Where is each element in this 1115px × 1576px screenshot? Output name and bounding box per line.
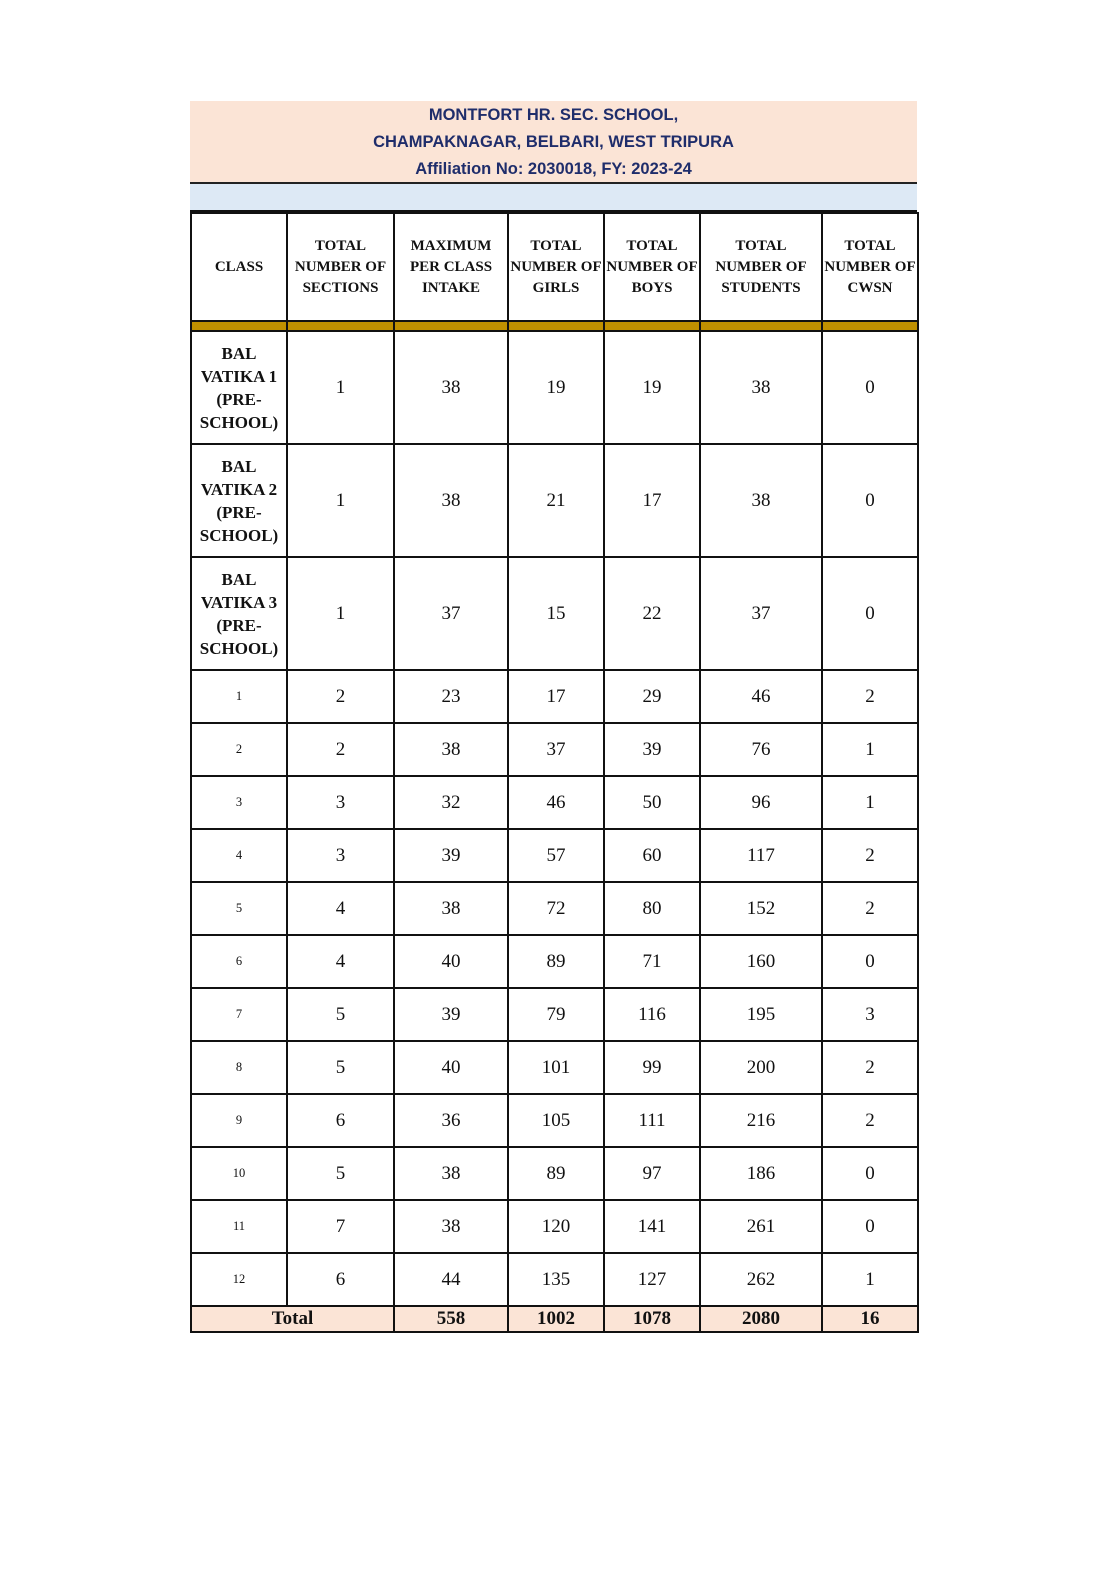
total-cwsn: 16	[822, 1306, 918, 1332]
max-intake-cell: 39	[394, 988, 508, 1041]
cwsn-cell: 2	[822, 829, 918, 882]
sections-cell: 1	[287, 444, 394, 557]
enrollment-sheet	[190, 101, 917, 1333]
divider-cell	[508, 321, 604, 331]
girls-cell: 79	[508, 988, 604, 1041]
sections-cell: 5	[287, 1041, 394, 1094]
max-intake-cell: 38	[394, 1200, 508, 1253]
max-intake-cell: 40	[394, 1041, 508, 1094]
students-cell: 261	[700, 1200, 822, 1253]
girls-cell: 37	[508, 723, 604, 776]
students-cell: 38	[700, 444, 822, 557]
header-row	[191, 213, 918, 321]
table-row	[191, 1094, 918, 1147]
table-row	[191, 331, 918, 444]
class-cell: 8	[191, 1041, 287, 1094]
sections-cell: 5	[287, 988, 394, 1041]
girls-cell: 17	[508, 670, 604, 723]
header-girls: TOTAL NUMBER OF GIRLS	[508, 213, 604, 321]
enrollment-table	[190, 212, 919, 1333]
students-cell: 38	[700, 331, 822, 444]
affiliation-info: Affiliation No: 2030018, FY: 2023-24	[415, 160, 692, 178]
class-cell: 5	[191, 882, 287, 935]
class-cell: BAL VATIKA 2 (PRE-SCHOOL)	[191, 444, 287, 557]
total-boys: 1078	[604, 1306, 700, 1332]
class-cell: 3	[191, 776, 287, 829]
students-cell: 96	[700, 776, 822, 829]
table-row	[191, 776, 918, 829]
boys-cell: 71	[604, 935, 700, 988]
girls-cell: 135	[508, 1253, 604, 1306]
girls-cell: 101	[508, 1041, 604, 1094]
total-max-intake: 558	[394, 1306, 508, 1332]
cwsn-cell: 0	[822, 557, 918, 670]
sections-cell: 4	[287, 882, 394, 935]
boys-cell: 97	[604, 1147, 700, 1200]
max-intake-cell: 38	[394, 1147, 508, 1200]
girls-cell: 19	[508, 331, 604, 444]
divider-cell	[822, 321, 918, 331]
students-cell: 37	[700, 557, 822, 670]
girls-cell: 15	[508, 557, 604, 670]
girls-cell: 72	[508, 882, 604, 935]
cwsn-cell: 2	[822, 1094, 918, 1147]
boys-cell: 39	[604, 723, 700, 776]
students-cell: 200	[700, 1041, 822, 1094]
total-girls: 1002	[508, 1306, 604, 1332]
header-class: CLASS	[191, 213, 287, 321]
separator-band	[190, 184, 917, 212]
students-cell: 76	[700, 723, 822, 776]
table-row	[191, 935, 918, 988]
table-row	[191, 882, 918, 935]
boys-cell: 141	[604, 1200, 700, 1253]
cwsn-cell: 3	[822, 988, 918, 1041]
sections-cell: 1	[287, 557, 394, 670]
table-row	[191, 723, 918, 776]
header-boys: TOTAL NUMBER OF BOYS	[604, 213, 700, 321]
school-name: MONTFORT HR. SEC. SCHOOL,	[428, 106, 679, 124]
table-row	[191, 444, 918, 557]
sections-cell: 6	[287, 1253, 394, 1306]
class-cell: 2	[191, 723, 287, 776]
class-cell: BAL VATIKA 3 (PRE-SCHOOL)	[191, 557, 287, 670]
total-row	[191, 1306, 918, 1332]
class-cell: BAL VATIKA 1 (PRE-SCHOOL)	[191, 331, 287, 444]
max-intake-cell: 38	[394, 882, 508, 935]
table-row	[191, 829, 918, 882]
cwsn-cell: 2	[822, 882, 918, 935]
sections-cell: 6	[287, 1094, 394, 1147]
girls-cell: 21	[508, 444, 604, 557]
girls-cell: 89	[508, 1147, 604, 1200]
table-row	[191, 988, 918, 1041]
cwsn-cell: 0	[822, 331, 918, 444]
cwsn-cell: 2	[822, 1041, 918, 1094]
boys-cell: 22	[604, 557, 700, 670]
header-students: TOTAL NUMBER OF STUDENTS	[700, 213, 822, 321]
header-max-intake: MAXIMUM PER CLASS INTAKE	[394, 213, 508, 321]
max-intake-cell: 36	[394, 1094, 508, 1147]
students-cell: 262	[700, 1253, 822, 1306]
max-intake-cell: 32	[394, 776, 508, 829]
divider-cell	[394, 321, 508, 331]
divider-cell	[604, 321, 700, 331]
max-intake-cell: 39	[394, 829, 508, 882]
boys-cell: 50	[604, 776, 700, 829]
header-cwsn: TOTAL NUMBER OF CWSN	[822, 213, 918, 321]
girls-cell: 89	[508, 935, 604, 988]
sections-cell: 5	[287, 1147, 394, 1200]
sections-cell: 7	[287, 1200, 394, 1253]
students-cell: 160	[700, 935, 822, 988]
students-cell: 195	[700, 988, 822, 1041]
class-cell: 6	[191, 935, 287, 988]
max-intake-cell: 44	[394, 1253, 508, 1306]
students-cell: 46	[700, 670, 822, 723]
sections-cell: 3	[287, 829, 394, 882]
table-row	[191, 557, 918, 670]
max-intake-cell: 37	[394, 557, 508, 670]
cwsn-cell: 1	[822, 723, 918, 776]
students-cell: 152	[700, 882, 822, 935]
class-cell: 1	[191, 670, 287, 723]
boys-cell: 29	[604, 670, 700, 723]
girls-cell: 120	[508, 1200, 604, 1253]
cwsn-cell: 1	[822, 1253, 918, 1306]
total-students: 2080	[700, 1306, 822, 1332]
max-intake-cell: 23	[394, 670, 508, 723]
cwsn-cell: 1	[822, 776, 918, 829]
divider-cell	[287, 321, 394, 331]
max-intake-cell: 38	[394, 444, 508, 557]
sections-cell: 1	[287, 331, 394, 444]
divider-cell	[700, 321, 822, 331]
cwsn-cell: 0	[822, 1147, 918, 1200]
school-header	[190, 101, 917, 184]
gold-divider-row	[191, 321, 918, 331]
boys-cell: 127	[604, 1253, 700, 1306]
total-label: Total	[191, 1306, 394, 1332]
class-cell: 12	[191, 1253, 287, 1306]
table-row	[191, 670, 918, 723]
sections-cell: 4	[287, 935, 394, 988]
school-address: CHAMPAKNAGAR, BELBARI, WEST TRIPURA	[373, 133, 734, 151]
girls-cell: 105	[508, 1094, 604, 1147]
divider-cell	[191, 321, 287, 331]
class-cell: 7	[191, 988, 287, 1041]
cwsn-cell: 0	[822, 935, 918, 988]
class-cell: 4	[191, 829, 287, 882]
class-cell: 10	[191, 1147, 287, 1200]
girls-cell: 46	[508, 776, 604, 829]
students-cell: 216	[700, 1094, 822, 1147]
cwsn-cell: 0	[822, 1200, 918, 1253]
class-cell: 11	[191, 1200, 287, 1253]
boys-cell: 111	[604, 1094, 700, 1147]
table-row	[191, 1147, 918, 1200]
class-cell: 9	[191, 1094, 287, 1147]
sections-cell: 2	[287, 670, 394, 723]
max-intake-cell: 38	[394, 723, 508, 776]
boys-cell: 17	[604, 444, 700, 557]
students-cell: 186	[700, 1147, 822, 1200]
boys-cell: 19	[604, 331, 700, 444]
girls-cell: 57	[508, 829, 604, 882]
table-row	[191, 1041, 918, 1094]
max-intake-cell: 40	[394, 935, 508, 988]
boys-cell: 99	[604, 1041, 700, 1094]
max-intake-cell: 38	[394, 331, 508, 444]
boys-cell: 60	[604, 829, 700, 882]
cwsn-cell: 0	[822, 444, 918, 557]
sections-cell: 2	[287, 723, 394, 776]
boys-cell: 80	[604, 882, 700, 935]
sections-cell: 3	[287, 776, 394, 829]
students-cell: 117	[700, 829, 822, 882]
cwsn-cell: 2	[822, 670, 918, 723]
table-row	[191, 1253, 918, 1306]
header-sections: TOTAL NUMBER OF SECTIONS	[287, 213, 394, 321]
table-row	[191, 1200, 918, 1253]
boys-cell: 116	[604, 988, 700, 1041]
